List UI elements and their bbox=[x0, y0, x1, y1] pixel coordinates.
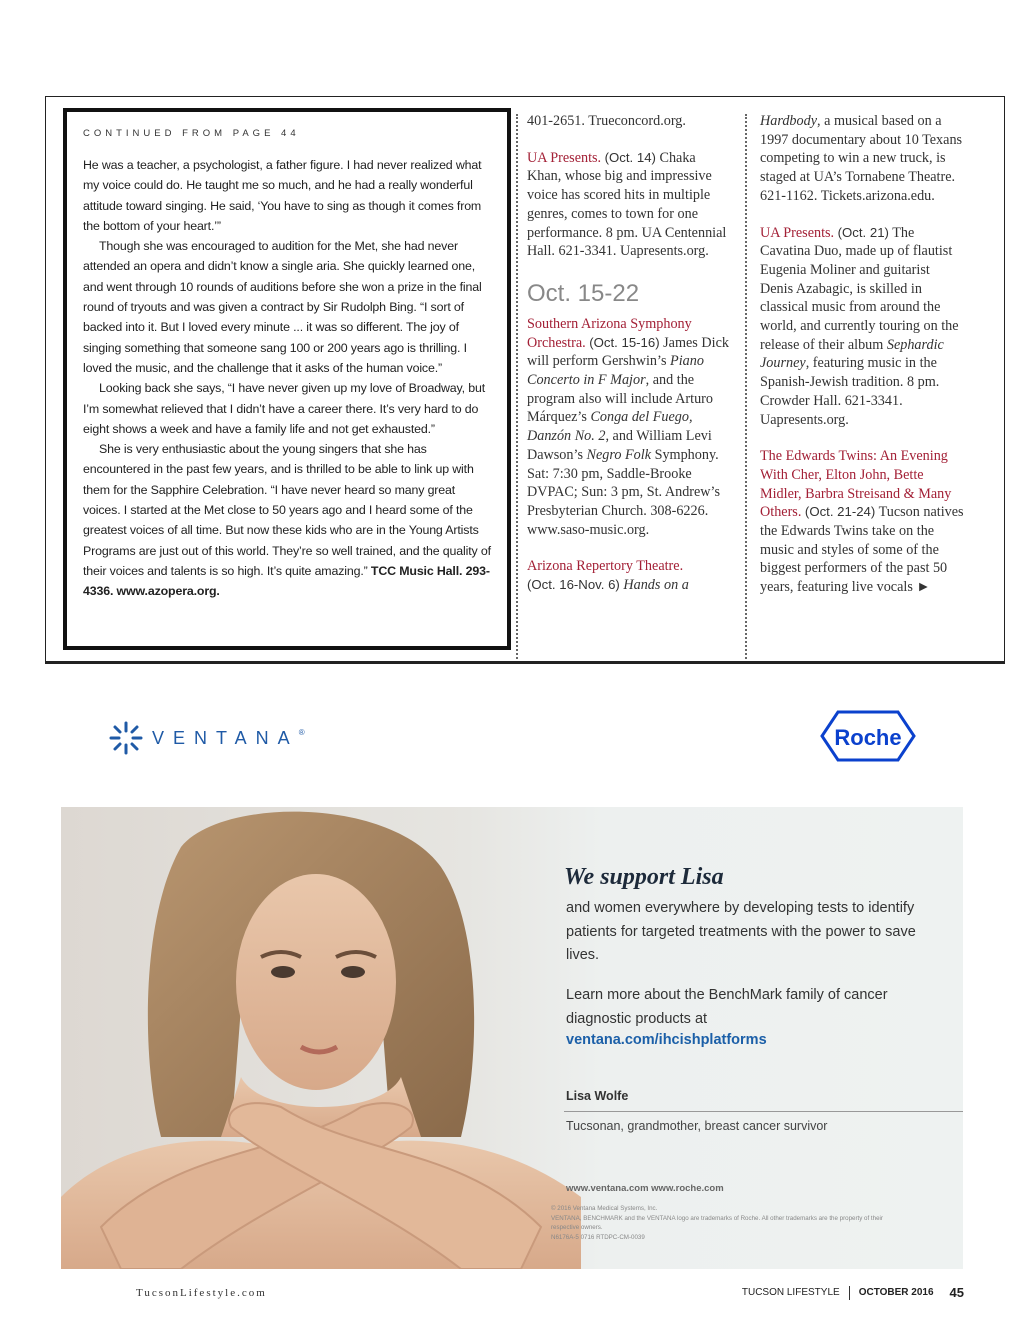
event-description: James Dick will perform Gershwin’s bbox=[527, 334, 729, 370]
event-title: Southern Arizona Symphony Orchestra. bbox=[527, 315, 692, 351]
event-date: (Oct. 14) bbox=[604, 149, 656, 165]
fine-print-line: respective owners. bbox=[551, 1224, 603, 1232]
divider bbox=[564, 1111, 963, 1112]
event-title: UA Presents. bbox=[527, 149, 602, 166]
event-description: , and William Levi Dawson’s bbox=[527, 428, 712, 463]
event-title: Arizona Repertory Theatre. bbox=[527, 558, 684, 575]
footer-separator bbox=[849, 1286, 850, 1300]
ad-headline: We support Lisa bbox=[564, 864, 724, 890]
fine-print-line: N6176A-5 0716 RTDPC-CM-0039 bbox=[551, 1233, 645, 1241]
portrait-photo bbox=[61, 807, 581, 1269]
event-continuation: 401-2651. Trueconcord.org. bbox=[527, 113, 686, 129]
event-title: UA Presents. bbox=[760, 224, 835, 241]
work-title: Piano Concerto in F Major bbox=[527, 353, 704, 389]
footer-website: TucsonLifestyle.com bbox=[136, 1287, 267, 1299]
column-divider bbox=[516, 114, 518, 659]
story-paragraph: Looking back she says, “I have never given up my love of Broadway, but I’m somewhat relieved that I didn’t have a career there. It’s very hard to do eight shows a week and have a family life and not get exhausted.” bbox=[83, 381, 485, 436]
footer-issue: OCTOBER 2016 bbox=[858, 1287, 934, 1298]
event-continuation bbox=[760, 112, 964, 206]
story-continuation-box bbox=[63, 108, 511, 650]
work-title: Hardbody bbox=[760, 113, 818, 129]
event-date: (Oct. 15-16) bbox=[589, 334, 660, 350]
column-divider bbox=[745, 114, 747, 659]
footer-magazine: TUCSON LIFESTYLE bbox=[741, 1287, 840, 1298]
continued-from-label: CONTINUED FROM PAGE 44 bbox=[83, 128, 300, 139]
date-range-heading: Oct. 15-22 bbox=[527, 279, 640, 307]
ventana-logo bbox=[108, 718, 305, 758]
work-title: Conga del Fuego, Danzón No. 2 bbox=[527, 409, 693, 445]
ad-fine-print bbox=[551, 1204, 951, 1242]
event-description: Symphony. Sat: 7:30 pm, Saddle-Brooke DVPAC; Sun: 3 pm, St. Andrew’s Presbyterian Church. 308-6226. www.saso-music.org. bbox=[527, 446, 721, 538]
event-description: , and the program also will include Arturo Márquez’s bbox=[527, 372, 713, 426]
event-date: (Oct. 21) bbox=[837, 224, 889, 240]
event-description: Tucson natives the Edwards Twins take on the music and styles of some of the biggest performers of the past 50 years, featuring live vocals ► bbox=[760, 504, 964, 596]
ventana-wordmark: VENTANA bbox=[152, 727, 299, 748]
event-date: (Oct. 21-24) bbox=[804, 504, 876, 520]
testimonial-name: Lisa Wolfe bbox=[566, 1089, 629, 1103]
work-title: Hands on a bbox=[623, 577, 689, 594]
story-paragraph: He was a teacher, a psychologist, a father figure. I had never realized what my voice could do. He taught me so much, and he had a really wonderful attitude toward singing. He said, ‘You have to sing as though it comes from the bottom of your heart.’” bbox=[83, 158, 482, 233]
page-number: 45 bbox=[949, 1285, 964, 1300]
event-description: Chaka Khan, whose big and impressive voice has scored hits in multiple genres, comes to town for one performance. 8 pm. UA Centennial Hall. 621-3341. Uapresents.org. bbox=[527, 149, 727, 260]
venue-info: TCC Music Hall. 293-4336. www.azopera.org. bbox=[83, 563, 490, 599]
roche-wordmark: Roche bbox=[834, 725, 902, 750]
event-description: The Cavatina Duo, made up of flautist Eugenia Moliner and guitarist Denis Azabagic, is skilled in classical music from around the world, and currently touring on the release of their album bbox=[760, 224, 959, 353]
ventana-link[interactable]: ventana.com/ihcishplatforms bbox=[566, 1032, 767, 1048]
event-listing-edwards-twins bbox=[760, 447, 964, 597]
album-title: Sephardic Journey bbox=[760, 336, 944, 372]
testimonial-description: Tucsonan, grandmother, breast cancer survivor bbox=[566, 1119, 828, 1133]
fine-print-line: VENTANA, BENCHMARK and the VENTANA logo are trademarks of Roche. All other trademarks are the property of their bbox=[551, 1214, 883, 1222]
story-paragraph-text: She is very enthusiastic about the young singers that she has encountered in the past few years, and is thrilled to be able to link up with them for the Sapphire Celebration. “I have never heard so many great voices. I started at the Met close to 50 years ago and I heard some of the greatest voices of all time. But now these kids who are in the Young Artists Programs are just out of this world. They’re so well trained, and the quality of their voices and talents is so high. It’s quite amazing.” bbox=[83, 442, 491, 578]
ad-body-text: and women everywhere by developing tests to identify patients for targeted treatments with the power to save lives. bbox=[566, 900, 916, 963]
event-date: (Oct. 16-Nov. 6) bbox=[527, 577, 620, 593]
event-listing-ua-presents bbox=[527, 149, 733, 261]
registered-mark: ® bbox=[298, 727, 305, 737]
event-listing-symphony bbox=[527, 315, 733, 539]
ad-websites[interactable]: www.ventana.com www.roche.com bbox=[566, 1183, 724, 1194]
fine-print-line: © 2016 Ventana Medical Systems, Inc. bbox=[551, 1205, 658, 1212]
event-description: , a musical based on a 1997 documentary about 10 Texans competing to win a new truck, is staged at UA’s Tornabene Theatre. 621-1162. Tickets.arizona.edu. bbox=[760, 113, 963, 204]
event-listing-repertory bbox=[527, 557, 733, 594]
events-column-2 bbox=[527, 112, 733, 613]
ventana-star-icon bbox=[108, 720, 144, 756]
event-listing-cavatina bbox=[760, 224, 964, 430]
story-paragraph bbox=[83, 439, 493, 601]
footer-folio bbox=[742, 1285, 964, 1300]
ventana-advertisement bbox=[61, 807, 963, 1269]
story-paragraph: Though she was encouraged to audition for the Met, she had never attended an opera and didn’t know a single aria. She quickly learned one, and went through 10 rounds of auditions before she won a prize in the final round of tryouts and was given a contract by Sir Rudolph Bing. “I sort of backed into it. But I loved every minute ... it was so different. The joy of singing something that someone sang 100 or 200 years ago is thrilling. I loved the music, and the challenge that it asks of the human voice.” bbox=[83, 239, 482, 375]
story-text bbox=[83, 155, 493, 602]
events-column-3 bbox=[760, 112, 964, 615]
event-title: The Edwards Twins: An Evening With Cher, Elton John, Bette Midler, Barbra Streisand & Many Others. bbox=[760, 448, 952, 521]
work-title: Negro Folk bbox=[586, 446, 652, 463]
roche-logo bbox=[820, 710, 916, 762]
event-description: , featuring music in the Spanish-Jewish tradition. 8 pm. Crowder Hall. 621-3341. Uapresents.org. bbox=[760, 355, 940, 428]
ad-body-text: Learn more about the BenchMark family of cancer diagnostic products at bbox=[566, 987, 888, 1027]
